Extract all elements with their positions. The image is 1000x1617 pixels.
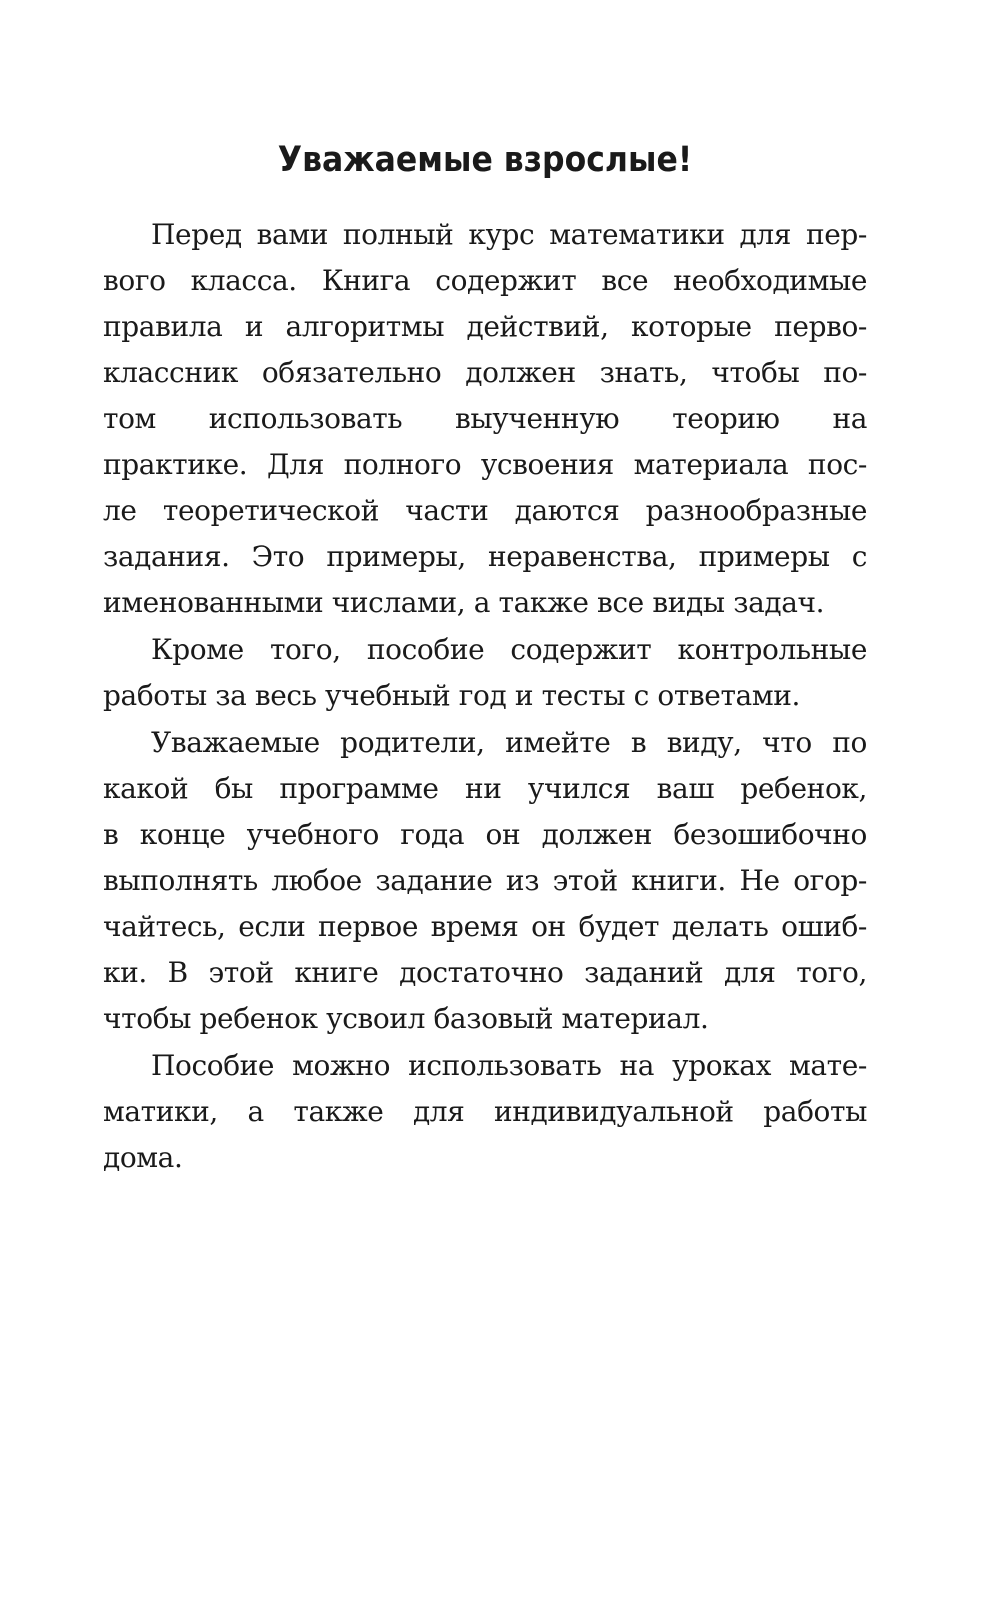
paragraph-2	[103, 627, 867, 719]
text-line: в конце учебного года он должен безошибочно	[103, 818, 867, 851]
text-line: Перед вами полный курс математики для пер-	[151, 218, 867, 251]
text-line: именованными числами, а также все виды задач.	[103, 586, 825, 619]
text-line: работы за весь учебный год и тесты с ответами.	[103, 679, 800, 712]
text-line: дома.	[103, 1141, 183, 1174]
text-line: выполнять любое задание из этой книги. Не огор-	[103, 864, 867, 897]
paragraph-1	[103, 212, 867, 626]
page-title: Уважаемые взрослые!	[277, 140, 693, 180]
text-line: Пособие можно использовать на уроках мате-	[151, 1049, 867, 1082]
text-line: задания. Это примеры, неравенства, примеры с	[103, 540, 867, 573]
page-content	[103, 140, 867, 1182]
text-line: ле теоретической части даются разнообразные	[103, 494, 867, 527]
paragraph-3	[103, 720, 867, 1042]
text-line: чайтесь, если первое время он будет делать ошиб-	[103, 910, 867, 943]
text-line: том использовать выученную теорию на	[103, 402, 867, 435]
text-line: практике. Для полного усвоения материала пос-	[103, 448, 867, 481]
text-line: ки. В этой книге достаточно заданий для того,	[103, 956, 867, 989]
text-line: вого класса. Книга содержит все необходимые	[103, 264, 867, 297]
text-line: матики, а также для индивидуальной работы	[103, 1095, 867, 1128]
paragraph-4	[103, 1043, 867, 1181]
text-line: классник обязательно должен знать, чтобы по-	[103, 356, 867, 389]
text-line: чтобы ребенок усвоил базовый материал.	[103, 1002, 709, 1035]
text-line: Кроме того, пособие содержит контрольные	[151, 633, 867, 666]
text-line: какой бы программе ни учился ваш ребенок,	[103, 772, 867, 805]
text-line: правила и алгоритмы действий, которые перво-	[103, 310, 867, 343]
text-line: Уважаемые родители, имейте в виду, что по	[151, 726, 867, 759]
